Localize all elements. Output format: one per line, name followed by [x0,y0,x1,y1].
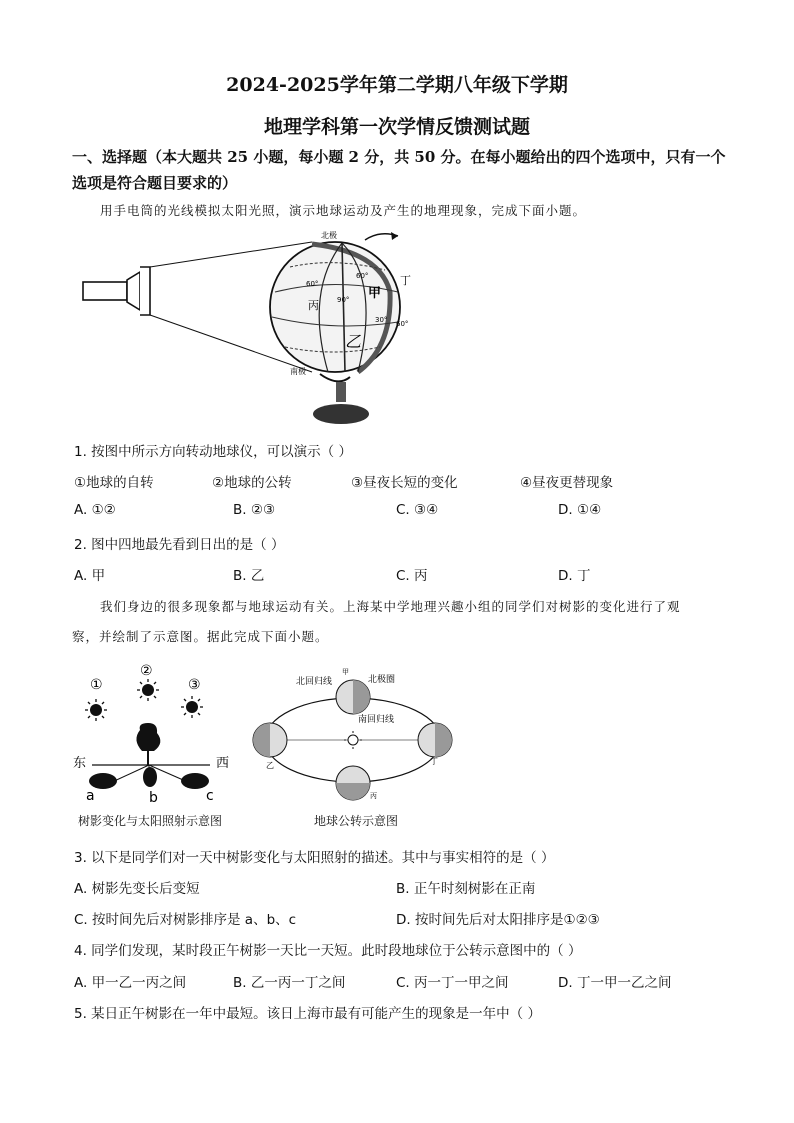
east-label: 东 [73,756,87,771]
question-1-stem: 1. 按图中所示方向转动地球仪，可以演示（ ） [74,444,352,460]
tree-icon [136,723,160,751]
shadow-b [143,767,157,787]
q3-option-b[interactable]: B. 正午时刻树影在正南 [396,881,536,897]
q4-option-b[interactable]: B. 乙一丙一丁之间 [233,975,346,991]
q1-option-a[interactable]: A. ①② [74,502,116,518]
q1-option-d[interactable]: D. ①④ [558,502,602,518]
earth-yi [253,723,287,757]
label-c: c [206,788,214,804]
section-heading: 一、选择题（本大题共 25 小题，每小题 2 分，共 50 分。在每小题给出的四个选项中，只有一个选项是符合题目要求的） [72,148,726,192]
orbit-figure [250,660,460,810]
tree-figure-caption: 树影变化与太阳照射示意图 [78,814,223,828]
orbit-label-yi: 乙 [266,761,274,770]
q1-item: ③昼夜长短的变化 [351,475,458,491]
globe-figure [80,222,440,432]
q2-option-b[interactable]: B. 乙 [233,568,265,584]
q1-option-b[interactable]: B. ②③ [233,502,276,518]
orbit-label-bing: 丙 [370,792,377,800]
globe-icon [270,242,400,372]
q4-option-d[interactable]: D. 丁一甲一乙之间 [558,975,672,991]
q3-option-d[interactable]: D. 按时间先后对太阳排序是①②③ [396,912,600,928]
west-label: 西 [216,756,230,771]
place-jia: 甲 [368,286,382,301]
q1-item: ②地球的公转 [212,475,292,491]
question-3-stem: 3. 以下是同学们对一天中树影变化与太阳照射的描述。其中与事实相符的是（ ） [74,850,555,866]
intro-paragraph-2-line2: 察，并绘制了示意图。据此完成下面小题。 [72,629,329,644]
q1-option-c[interactable]: C. ③④ [396,502,439,518]
intro-paragraph-1: 用手电筒的光线模拟太阳光照，演示地球运动及产生的地理现象，完成下面小题。 [100,203,587,218]
earth-bing [336,766,370,800]
q3-option-a[interactable]: A. 树影先变长后变短 [74,881,200,897]
place-bing: 丙 [308,299,319,312]
label-a: a [86,788,95,804]
earth-jia [336,680,370,714]
earth-ding [418,723,452,757]
exam-title-line1: 2024-2025学年第二学期八年级下学期 [226,74,568,96]
orbit-label-jia: 甲 [342,668,349,676]
q1-item: ④昼夜更替现象 [520,475,614,491]
q4-option-c[interactable]: C. 丙一丁一甲之间 [396,975,509,991]
tropic-south-label: 南回归线 [358,715,395,725]
label-b: b [149,790,158,806]
arctic-circle-label: 北极圈 [368,675,396,685]
sun-label-2: ② [140,663,153,679]
q2-option-c[interactable]: C. 丙 [396,568,428,584]
place-ding: 丁 [400,274,411,287]
intro-paragraph-2-line1: 我们身边的很多现象都与地球运动有关。上海某中学地理兴趣小组的同学们对树影的变化进行了观 [100,599,681,614]
tree-shadow-figure [70,655,250,835]
orbit-label-ding: 丁 [430,757,438,766]
sun-icon [181,696,203,718]
orbit-figure-caption: 地球公转示意图 [314,814,399,828]
q2-option-d[interactable]: D. 丁 [558,568,591,584]
place-yi: 乙 [345,332,362,351]
north-pole-label: 北极 [321,231,337,240]
flashlight-icon [83,267,150,315]
q3-option-c[interactable]: C. 按时间先后对树影排序是 a、b、c [74,912,297,928]
sun-label-1: ① [90,677,103,693]
south-pole-label: 南极 [290,367,306,376]
question-4-stem: 4. 同学们发现，某时段正午树影一天比一天短。此时段地球位于公转示意图中的（ ） [74,943,582,959]
degree-label: 60° [356,272,369,280]
exam-title-line2: 地理学科第一次学情反馈测试题 [263,116,530,138]
q1-item: ①地球的自转 [74,475,154,491]
degree-label: 90° [337,296,350,304]
shadow-a [89,773,117,789]
question-5-stem: 5. 某日正午树影在一年中最短。该日上海市最有可能产生的现象是一年中（ ） [74,1006,541,1022]
sun-icon [85,699,107,721]
q2-option-a[interactable]: A. 甲 [74,568,106,584]
q4-option-a[interactable]: A. 甲一乙一丙之间 [74,975,187,991]
question-2-stem: 2. 图中四地最先看到日出的是（ ） [74,537,285,553]
degree-label: 60° [396,320,409,328]
degree-label: 30° [375,316,388,324]
shadow-c [181,773,209,789]
sun-label-3: ③ [188,677,201,693]
sun-icon [137,679,159,701]
tropic-north-label: 北回归线 [296,677,333,687]
degree-label: 60° [306,280,319,288]
